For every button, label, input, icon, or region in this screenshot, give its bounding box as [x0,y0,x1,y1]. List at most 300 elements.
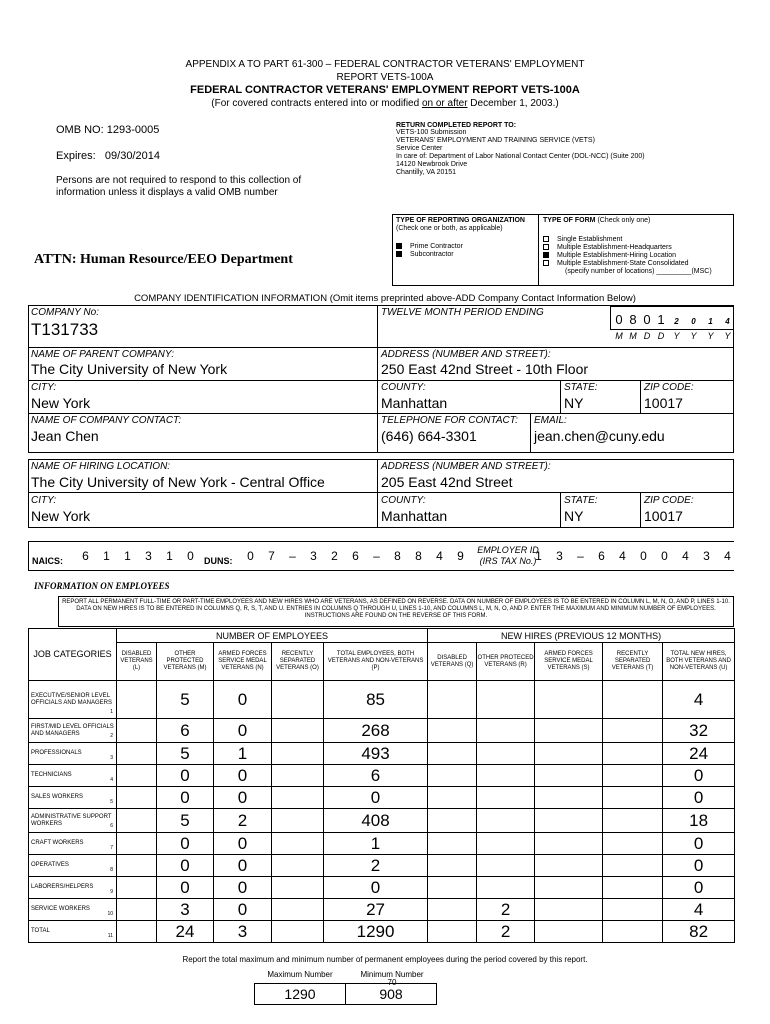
naics-field[interactable] [75,547,201,565]
form-type-label: Multiple Establishment-State Consolidated [557,260,689,267]
data-cell[interactable] [272,877,324,899]
job-category-label: LABORERS/HELPERS [31,884,94,890]
omb-expires: Expires: 09/30/2014 [56,150,160,162]
hiring-name-label: NAME OF HIRING LOCATION: [31,461,171,472]
data-cell[interactable]: 0 [663,877,735,899]
job-category-cell [29,787,117,809]
duns-digit: – [373,549,380,563]
divider [530,413,531,453]
row-number: 1 [110,709,113,715]
period-key: Y [673,331,680,341]
duns-digit: 9 [457,549,464,563]
data-cell[interactable]: 6 [157,719,214,743]
data-cell[interactable] [603,765,663,787]
ein-digit: – [577,549,584,563]
data-cell[interactable] [535,719,603,743]
data-cell[interactable] [603,877,663,899]
data-cell[interactable]: 0 [214,833,272,855]
zip-field[interactable]: 10017 [644,395,683,411]
data-cell[interactable]: 85 [324,681,428,719]
instructions-text: REPORT ALL PERMANENT FULL-TIME OR PART-TIME EMPLOYEES AND NEW HIRES WHO ARE VETERANS, AS DEFINED ON REVERSE. DATA ON NUMBER OF EMPLOYEES IS TO BE ENTERED IN COLUMN L, M, N, O, AND P, LINES 1-10. DATA ON NEW HIRES IS TO BE ENTERED IN COLUMNS Q, R, S, T, AND U. ENTRIES IN COLUMNS Q THROUGH U, LINES 1-10, AND COLUMNS L, M, N, O, AND P. ENTER THE MAXIMUM AND MINIMUM NUMBER OF EMPLOYEES. INSTRUCTIONS ARE FOUND ON THE REVERSE OF THIS FORM. [62,599,730,619]
zip-label: ZIP CODE: [644,382,694,393]
subtitle-post: December 1, 2003.) [467,98,559,109]
data-cell[interactable] [272,787,324,809]
data-cell[interactable] [272,899,324,921]
table-row [29,787,735,809]
data-cell[interactable] [272,719,324,743]
data-cell[interactable]: 0 [157,787,214,809]
phone-label: TELEPHONE FOR CONTACT: [381,415,518,426]
data-cell[interactable] [272,921,324,943]
duns-digit: – [289,549,296,563]
table-row [29,743,735,765]
period-digit: 8 [629,312,637,327]
hiring-city-label: CITY: [31,495,57,506]
data-cell[interactable] [477,833,535,855]
data-cell[interactable] [477,855,535,877]
period-digit: 1 [708,317,713,326]
job-category-cell [29,833,117,855]
data-cell[interactable]: 2 [214,809,272,833]
hiring-location-checkbox[interactable] [543,252,549,258]
job-category-cell [29,877,117,899]
form-type-label: Multiple Establishment-Hiring Location [557,252,677,259]
duns-digit: 2 [331,549,338,563]
parent-field[interactable]: The City University of New York [31,361,228,377]
data-cell[interactable]: 0 [157,765,214,787]
row-number: 8 [110,867,113,873]
data-cell[interactable]: 0 [214,719,272,743]
data-cell[interactable]: 4 [663,681,735,719]
contact-field[interactable]: Jean Chen [31,428,99,444]
return-line: VETERANS' EMPLOYMENT AND TRAINING SERVICE (VETS) [396,137,595,144]
single-establishment-checkbox[interactable] [543,236,549,242]
subcontractor-label: Subcontractor [410,251,454,258]
row-number: 5 [110,799,113,805]
naics-digit: 3 [145,549,152,563]
job-category-label: CRAFT WORKERS [31,840,84,846]
data-cell[interactable]: 1290 [324,921,428,943]
data-cell[interactable] [603,899,663,921]
job-category-cell [29,719,117,743]
naics-label: NAICS: [32,556,63,566]
job-category-cell [29,855,117,877]
job-category-cell [29,809,117,833]
row-number: 2 [110,733,113,739]
data-cell[interactable]: 3 [157,899,214,921]
data-cell[interactable]: 0 [324,787,428,809]
col-header-t: RECENTLY SEPARATED VETERANS (T) [603,643,663,681]
form-type-label: Single Establishment [557,236,623,243]
period-key: M [615,331,623,341]
period-digit: 0 [643,312,651,327]
data-cell[interactable] [428,855,477,877]
data-cell[interactable] [272,809,324,833]
ein-digit: 0 [640,549,647,563]
ein-label-2: (IRS TAX No.) [479,556,537,566]
data-cell[interactable] [603,787,663,809]
prime-contractor-label: Prime Contractor [410,243,463,250]
col-header-s: ARMED FORCES SERVICE MEDAL VETERANS (S) [535,643,603,681]
hiring-name-field[interactable]: The City University of New York - Central Office [31,474,325,490]
row-number: 9 [110,889,113,895]
data-cell[interactable]: 0 [663,765,735,787]
data-cell[interactable] [477,809,535,833]
job-categories-header: JOB CATEGORIES [29,629,117,681]
data-cell[interactable] [535,765,603,787]
col-header-p: TOTAL EMPLOYEES, BOTH VETERANS AND NON-VETERANS (P) [324,643,428,681]
employees-section-title: INFORMATION ON EMPLOYEES [34,581,170,591]
data-cell[interactable] [535,921,603,943]
company-no-field[interactable]: T131733 [31,320,99,339]
return-heading: RETURN COMPLETED REPORT TO: [396,122,517,129]
form-title: FEDERAL CONTRACTOR VETERANS' EMPLOYMENT REPORT VETS-100A [190,84,580,96]
data-cell[interactable]: 0 [157,855,214,877]
hiring-county-label: COUNTY: [381,495,426,506]
data-cell[interactable] [117,681,157,719]
data-cell[interactable]: 408 [324,809,428,833]
prime-contractor-checkbox[interactable] [396,243,402,249]
data-cell[interactable]: 5 [157,743,214,765]
data-cell[interactable]: 4 [663,899,735,921]
col-header-l: DISABLED VETERANS (L) [117,643,157,681]
ein-digit: 1 [535,549,542,563]
data-cell[interactable]: 0 [214,855,272,877]
data-cell[interactable] [117,765,157,787]
data-cell[interactable]: 2 [477,921,535,943]
data-cell[interactable]: 2 [477,899,535,921]
data-cell[interactable] [603,809,663,833]
org-type-group [396,217,534,259]
period-digit: 0 [691,317,696,326]
col-header-r: OTHER PROTECED VETERANS (R) [477,643,535,681]
col-header-q: DISABLED VETERANS (Q) [428,643,477,681]
header-line-2: REPORT VETS-100A [336,72,434,83]
period-key: M [629,331,637,341]
period-digit: 2 [674,317,679,326]
job-category-label: TECHNICIANS [31,772,72,778]
job-category-label: OPERATIVES [31,862,69,868]
data-cell[interactable] [428,787,477,809]
hiring-address-label: ADDRESS (NUMBER AND STREET): [381,461,551,472]
data-cell[interactable]: 0 [663,855,735,877]
table-row [29,765,735,787]
attn-label: ATTN: Human Resource/EEO Department [34,252,293,267]
divider [560,380,561,413]
data-cell[interactable] [535,743,603,765]
data-cell[interactable] [535,681,603,719]
data-cell[interactable] [477,681,535,719]
divider [28,492,734,493]
table-row [29,809,735,833]
data-cell[interactable]: 0 [324,877,428,899]
data-cell[interactable] [535,899,603,921]
table-row [29,899,735,921]
divider [640,492,641,528]
data-cell[interactable] [117,809,157,833]
data-cell[interactable]: 24 [663,743,735,765]
naics-digit: 1 [124,549,131,563]
col-header-m: OTHER PROTECTED VETERANS (M) [157,643,214,681]
data-cell[interactable] [477,787,535,809]
data-cell[interactable] [428,765,477,787]
data-cell[interactable]: 24 [157,921,214,943]
row-number: 4 [110,777,113,783]
divider [640,380,641,413]
data-cell[interactable]: 0 [214,765,272,787]
id-row [28,541,734,571]
new-hires-group-header: NEW HIRES (PREVIOUS 12 MONTHS) [428,629,735,643]
table-row [29,921,735,943]
data-cell[interactable] [272,833,324,855]
return-line: 14120 Newbrook Drive [396,161,468,168]
row-number: 3 [110,755,113,761]
row-number: 7 [110,845,113,851]
job-category-label: ADMINISTRATIVE SUPPORT WORKERS [31,813,112,827]
data-cell[interactable] [603,719,663,743]
employees-group-header: NUMBER OF EMPLOYEES [117,629,428,643]
data-cell[interactable] [428,743,477,765]
ein-field[interactable] [528,547,738,565]
ein-digit: 0 [661,549,668,563]
naics-digit: 1 [166,549,173,563]
county-label: COUNTY: [381,382,426,393]
job-category-label: EXECUTIVE/SENIOR LEVEL OFFICIALS AND MANAGERS [31,692,113,706]
city-label: CITY: [31,382,57,393]
hiring-state-field[interactable]: NY [564,508,584,524]
data-cell[interactable] [603,921,663,943]
data-cell[interactable] [603,855,663,877]
naics-digit: 6 [82,549,89,563]
omb-number: OMB NO: 1293-0005 [56,124,160,136]
period-digit: 1 [657,312,665,327]
hiring-city-field[interactable]: New York [31,508,91,524]
ein-digit: 3 [703,549,710,563]
data-cell[interactable] [428,899,477,921]
form-type-note: (Check only one) [595,217,651,224]
state-field[interactable]: NY [564,395,584,411]
data-cell[interactable]: 6 [324,765,428,787]
form-type-label: Multiple Establishment-Headquarters [557,244,672,251]
email-label: EMAIL: [534,415,567,426]
data-cell[interactable] [117,921,157,943]
job-category-cell [29,743,117,765]
header-line-1: APPENDIX A TO PART 61-300 – FEDERAL CONTRACTOR VETERANS' EMPLOYMENT [185,59,585,70]
county-field[interactable]: Manhattan [381,395,448,411]
period-key: Y [724,331,731,341]
period-key: Y [707,331,714,341]
hq-checkbox[interactable] [543,244,549,250]
ein-digit: 4 [724,549,731,563]
duns-digit: 8 [415,549,422,563]
job-category-label: TOTAL [31,928,50,934]
data-cell[interactable] [272,681,324,719]
data-cell[interactable] [117,855,157,877]
employee-table [28,628,735,943]
duns-digit: 3 [310,549,317,563]
data-cell[interactable] [428,921,477,943]
city-field[interactable]: New York [31,395,91,411]
company-info-title: COMPANY IDENTIFICATION INFORMATION (Omit items preprinted above-ADD Company Contact Information Below) [134,293,636,304]
data-cell[interactable]: 0 [157,833,214,855]
job-category-cell [29,921,117,943]
data-cell[interactable] [535,855,603,877]
data-cell[interactable] [477,765,535,787]
form-type-group [543,217,733,276]
divider [28,380,734,381]
parent-label: NAME OF PARENT COMPANY: [31,349,174,360]
table-row [29,833,735,855]
hiring-address-field[interactable]: 205 East 42nd Street [381,474,513,490]
ein-digit: 3 [556,549,563,563]
duns-digit: 8 [394,549,401,563]
ein-digit: 4 [682,549,689,563]
data-cell[interactable]: 268 [324,719,428,743]
form-subtitle [0,98,770,109]
max-label: Maximum Number [267,970,333,979]
data-cell[interactable] [535,833,603,855]
job-category-cell [29,765,117,787]
data-cell[interactable]: 18 [663,809,735,833]
data-cell[interactable]: 3 [214,921,272,943]
min-field[interactable]: 908 [345,983,437,1005]
subtitle-pre: (For covered contracts entered into or modified [211,98,422,109]
data-cell[interactable]: 493 [324,743,428,765]
company-no-label: COMPANY No: [31,307,99,318]
duns-digit: 0 [247,549,254,563]
hiring-state-label: STATE: [564,495,598,506]
state-consolidated-checkbox[interactable] [543,260,549,266]
naics-digit: 1 [103,549,110,563]
org-type-note: (Check one or both, as applicable) [396,225,503,232]
ein-label-1: EMPLOYER ID [477,545,539,555]
ein-digit: 4 [619,549,626,563]
type-box-divider [538,214,539,286]
data-cell[interactable]: 0 [663,787,735,809]
duns-field[interactable] [240,547,471,565]
data-cell[interactable] [477,719,535,743]
data-cell[interactable]: 0 [214,877,272,899]
data-cell[interactable] [117,899,157,921]
data-cell[interactable] [117,743,157,765]
job-category-cell [29,681,117,719]
data-cell[interactable] [535,787,603,809]
data-cell[interactable] [535,809,603,833]
period-field[interactable] [610,306,733,342]
data-cell[interactable] [428,809,477,833]
row-number: 6 [110,823,113,829]
data-cell[interactable]: 0 [663,833,735,855]
data-cell[interactable]: 0 [214,899,272,921]
hiring-county-field[interactable]: Manhattan [381,508,448,524]
form-type-heading: TYPE OF FORM [543,217,596,224]
data-cell[interactable] [428,681,477,719]
data-cell[interactable] [117,833,157,855]
row-number: 11 [107,933,113,939]
data-cell[interactable]: 82 [663,921,735,943]
data-cell[interactable] [477,877,535,899]
data-cell[interactable]: 0 [214,681,272,719]
data-cell[interactable] [603,833,663,855]
state-label: STATE: [564,382,598,393]
table-row [29,877,735,899]
duns-digit: 7 [268,549,275,563]
return-line: VETS-100 Submission [396,129,467,136]
data-cell[interactable] [535,877,603,899]
hiring-zip-label: ZIP CODE: [644,495,694,506]
period-key: Y [690,331,697,341]
data-cell[interactable]: 1 [214,743,272,765]
data-cell[interactable]: 5 [157,681,214,719]
data-cell[interactable] [428,877,477,899]
data-cell[interactable]: 0 [157,877,214,899]
job-category-label: PROFESSIONALS [31,750,82,756]
data-cell[interactable]: 0 [214,787,272,809]
col-header-o: RECENTLY SEPARATED VETERANS (O) [272,643,324,681]
job-category-label: SALES WORKERS [31,794,84,800]
return-line: In care of: Department of Labor National Contact Center (DOL-NCC) (Suite 200) [396,153,645,160]
contact-label: NAME OF COMPANY CONTACT: [31,415,182,426]
period-digit: 4 [725,317,730,326]
subcontractor-checkbox[interactable] [396,251,402,257]
phone-field[interactable]: (646) 664-3301 [381,428,477,444]
email-field[interactable]: jean.chen@cuny.edu [534,428,665,444]
data-cell[interactable] [477,743,535,765]
omb-notice: Persons are not required to respond to this collection of information unless it displays a valid OMB number [56,175,302,198]
data-cell[interactable] [117,719,157,743]
col-header-n: ARMED FORCES SERVICE MEDAL VETERANS (N) [214,643,272,681]
return-line: Chantilly, VA 20151 [396,169,457,176]
minmax-note: Report the total maximum and minimum number of permanent employees during the period covered by this report. [182,955,588,964]
divider [28,347,734,348]
duns-digit: 4 [436,549,443,563]
data-cell[interactable] [117,787,157,809]
max-field[interactable]: 1290 [254,983,346,1005]
data-cell[interactable]: 32 [663,719,735,743]
divider [28,413,734,414]
data-cell[interactable] [272,855,324,877]
data-cell[interactable] [428,833,477,855]
data-cell[interactable] [117,877,157,899]
divider [377,459,378,528]
data-cell[interactable]: 27 [324,899,428,921]
table-row [29,855,735,877]
data-cell[interactable]: 5 [157,809,214,833]
data-cell[interactable] [603,743,663,765]
data-cell[interactable] [603,681,663,719]
return-address-block [396,122,726,177]
period-digit: 0 [615,312,623,327]
col-header-u: TOTAL NEW HIRES, BOTH VETERANS AND NON-VETERANS (U) [663,643,735,681]
return-line: Service Center [396,145,443,152]
job-category-label: SERVICE WORKERS [31,906,90,912]
period-label: TWELVE MONTH PERIOD ENDING [381,307,544,318]
address-field[interactable]: 250 East 42nd Street - 10th Floor [381,361,589,377]
form-type-label: (specify number of locations) _________(MSC) [565,268,712,275]
job-category-cell [29,899,117,921]
ein-digit: 6 [598,549,605,563]
org-type-heading: TYPE OF REPORTING ORGANIZATION [396,217,525,224]
page-number: 70 [387,978,397,987]
address-label: ADDRESS (NUMBER AND STREET): [381,349,551,360]
data-cell[interactable]: 2 [324,855,428,877]
data-cell[interactable] [428,719,477,743]
hiring-zip-field[interactable]: 10017 [644,508,683,524]
data-cell[interactable] [272,765,324,787]
data-cell[interactable]: 1 [324,833,428,855]
data-cell[interactable] [272,743,324,765]
min-label: Minimum Number [360,970,424,979]
